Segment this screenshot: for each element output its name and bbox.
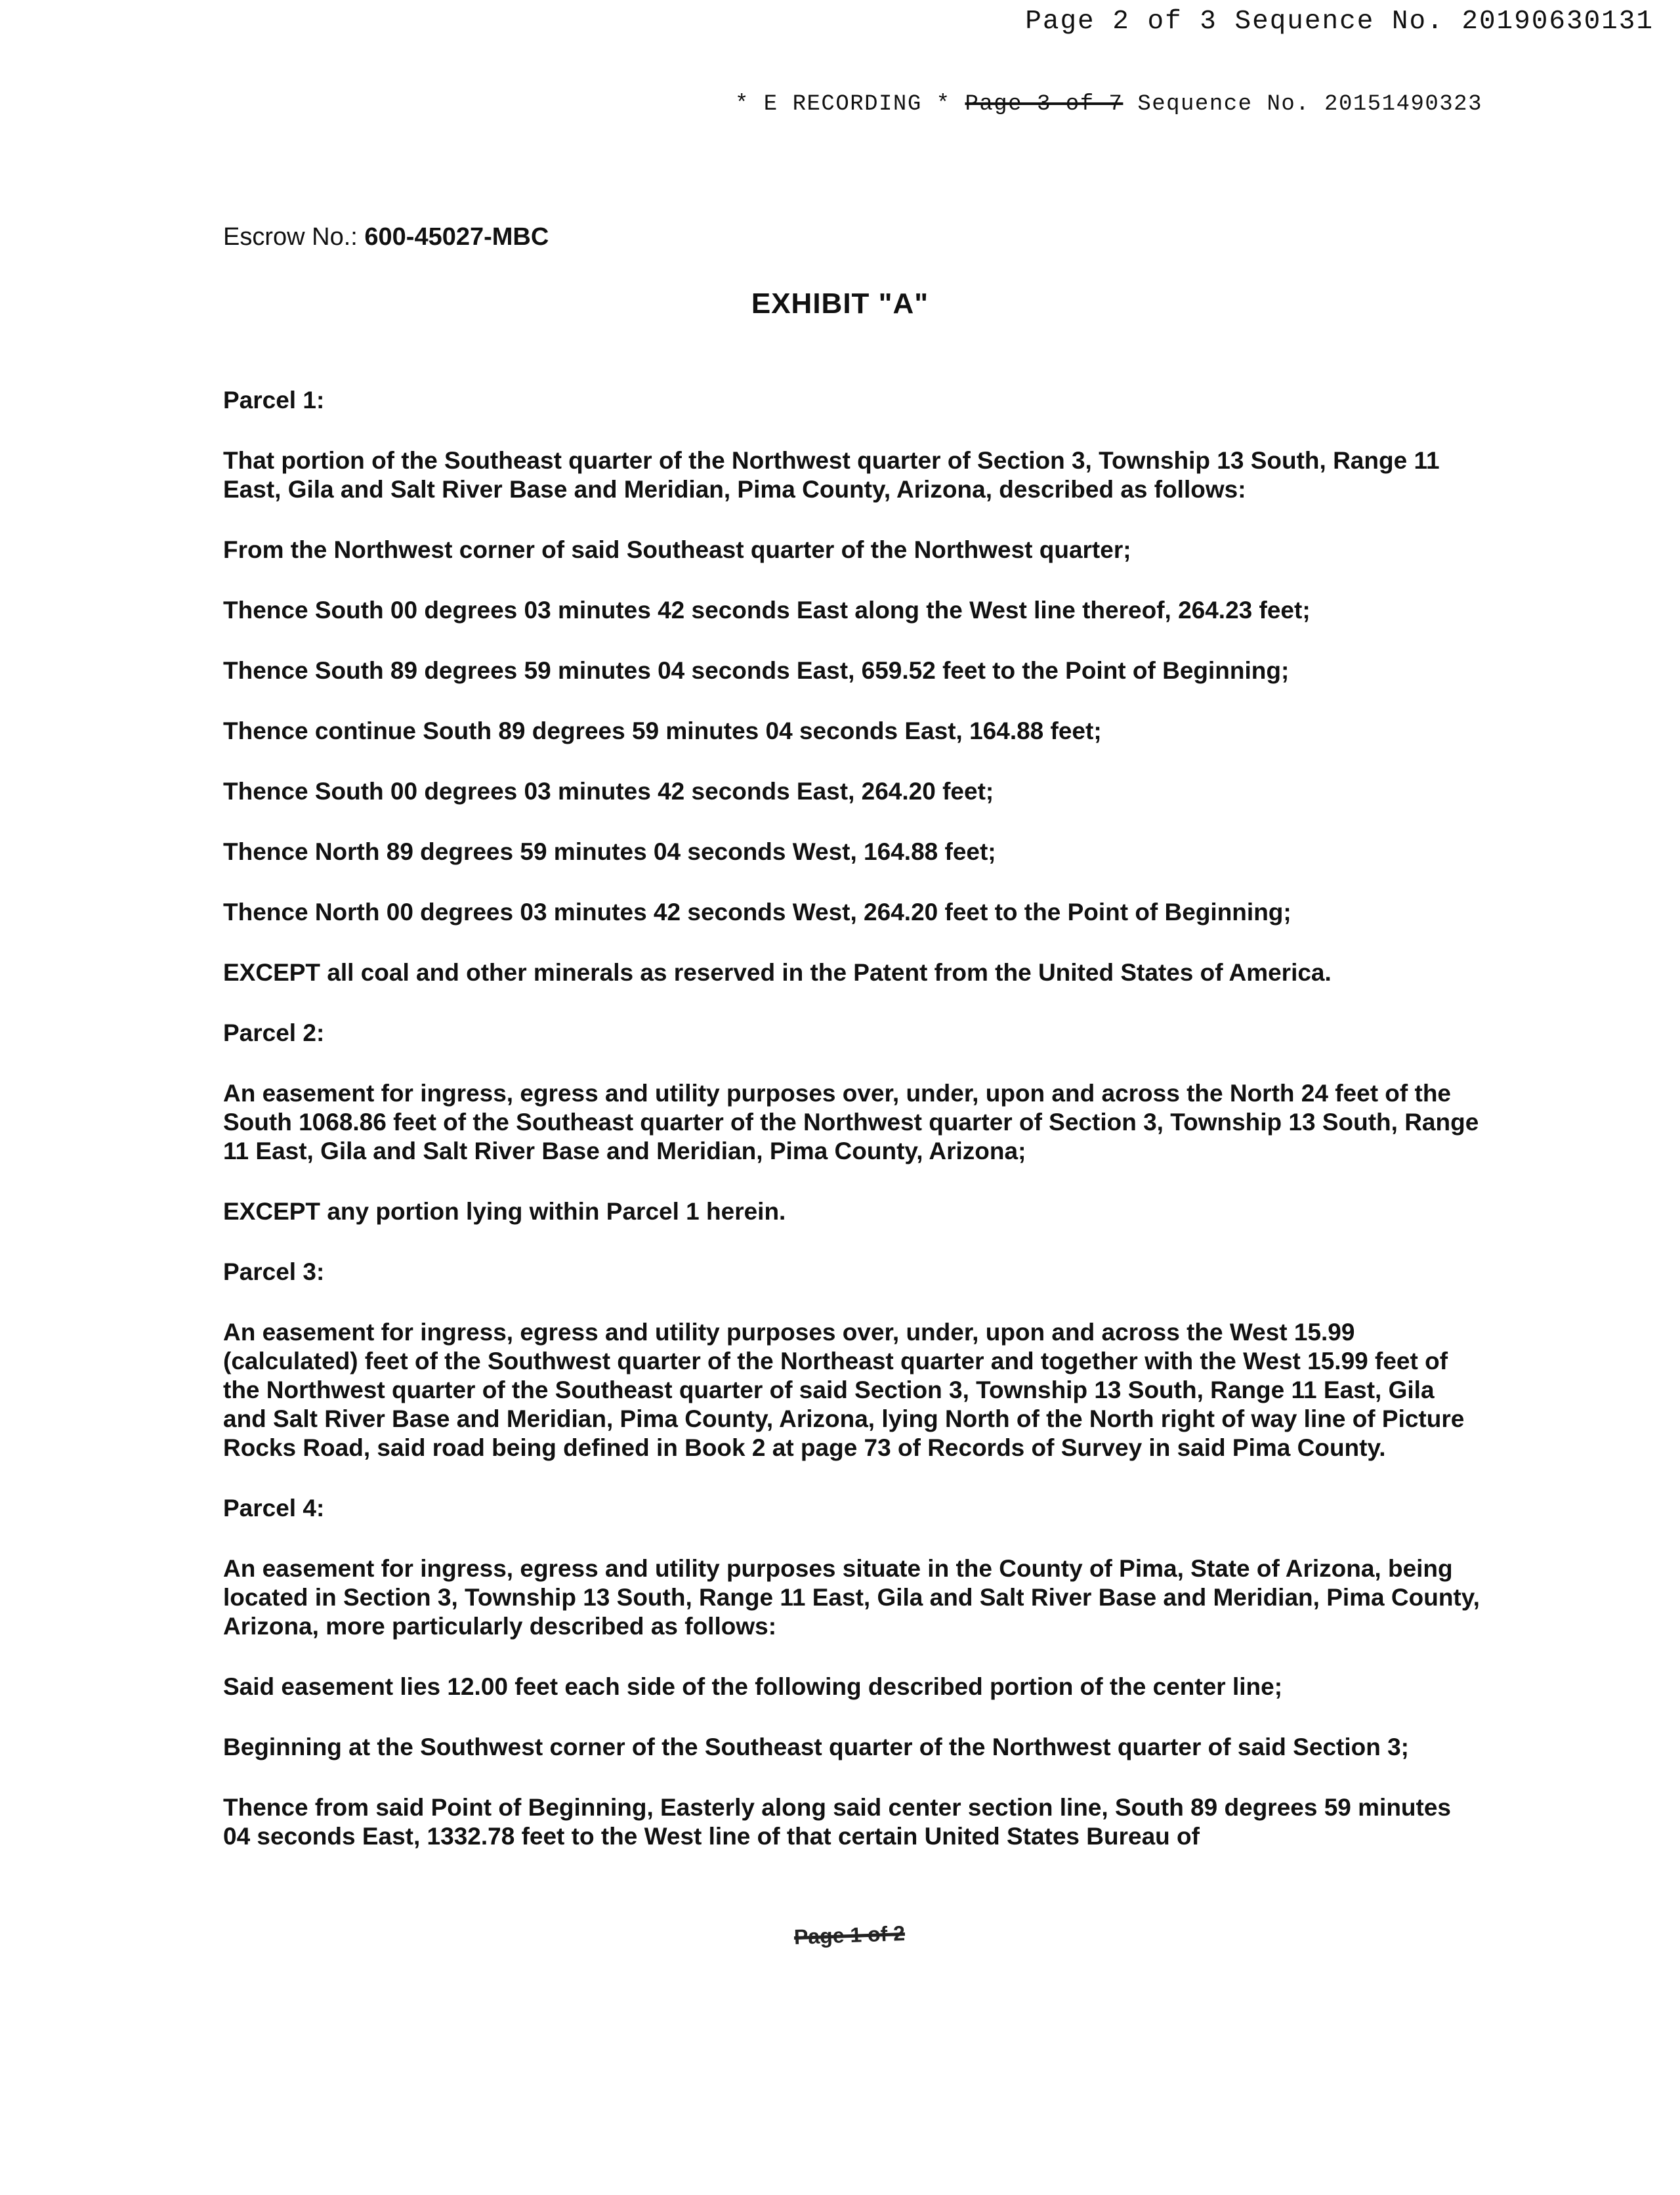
parcel-heading: Parcel 1: bbox=[223, 387, 325, 414]
erecording-sequence: Sequence No. 20151490323 bbox=[1137, 92, 1482, 117]
paragraph: EXCEPT any portion lying within Parcel 1 herein. bbox=[223, 1198, 786, 1225]
paragraph: Thence from said Point of Beginning, Easterly along said center section line, South 89 degrees 59 minutes 04 seconds East, 1332.78 feet to the West line of that certain United States Bureau of bbox=[223, 1794, 1451, 1850]
paragraph: Beginning at the Southwest corner of the Southeast quarter of the Northwest quarter of said Section 3; bbox=[223, 1734, 1410, 1760]
paragraph: An easement for ingress, egress and utility purposes over, under, upon and across the West 15.99 (calculated) feet of the Southwest quarter of the Northeast quarter and together with the West 15.99 feet of the Northwest quarter of the Southeast quarter of said Section 3, Township 13 South, Range 11 East, Gila and Salt River Base and Meridian, Pima County, Arizona, lying North of the North right of way line of Picture Rocks Road, said road being defined in Book 2 at page 73 of Records of Survey in said Pima County. bbox=[223, 1319, 1465, 1461]
exhibit-title: EXHIBIT "A" bbox=[751, 288, 929, 320]
escrow-number: 600-45027-MBC bbox=[364, 223, 549, 251]
paragraph: Thence North 00 degrees 03 minutes 42 seconds West, 264.20 feet to the Point of Beginning; bbox=[223, 899, 1292, 926]
paragraph: Thence North 89 degrees 59 minutes 04 seconds West, 164.88 feet; bbox=[223, 838, 996, 865]
paragraph: EXCEPT all coal and other minerals as reserved in the Patent from the United States of America. bbox=[223, 959, 1332, 986]
erecording-stamp bbox=[735, 92, 1482, 117]
paragraph: From the Northwest corner of said Southeast quarter of the Northwest quarter; bbox=[223, 536, 1131, 563]
paragraph: Thence South 00 degrees 03 minutes 42 seconds East along the West line thereof, 264.23 feet; bbox=[223, 597, 1311, 624]
escrow-label: Escrow No.: bbox=[223, 223, 358, 251]
paragraph: An easement for ingress, egress and utility purposes situate in the County of Pima, State of Arizona, being located in Section 3, Township 13 South, Range 11 East, Gila and Salt River Base and Meridian, Pima County, Arizona, more particularly described as follows: bbox=[223, 1555, 1480, 1640]
legal-description bbox=[223, 386, 1483, 1883]
parcel-heading: Parcel 2: bbox=[223, 1019, 325, 1046]
paragraph: An easement for ingress, egress and utility purposes over, under, upon and across the North 24 feet of the South 1068.86 feet of the Southeast quarter of the Northwest quarter of Section 3, Township 13 South, Range 11 East, Gila and Salt River Base and Meridian, Pima County, Arizona; bbox=[223, 1080, 1479, 1164]
parcel-heading: Parcel 3: bbox=[223, 1258, 325, 1285]
paragraph: Said easement lies 12.00 feet each side of the following described portion of the center line; bbox=[223, 1673, 1283, 1700]
struck-page-number: Page 1 of 2 bbox=[793, 1921, 906, 1949]
erecording-struck-page: Page 3 of 7 bbox=[965, 92, 1124, 117]
paragraph: Thence continue South 89 degrees 59 minutes 04 seconds East, 164.88 feet; bbox=[223, 717, 1102, 744]
paragraph: That portion of the Southeast quarter of the Northwest quarter of Section 3, Township 13 South, Range 11 East, Gila and Salt River Base and Meridian, Pima County, Arizona, described as follows: bbox=[223, 447, 1440, 503]
paragraph: Thence South 89 degrees 59 minutes 04 seconds East, 659.52 feet to the Point of Beginning; bbox=[223, 657, 1290, 684]
recording-page-stamp: Page 2 of 3 Sequence No. 20190630131 bbox=[1025, 7, 1654, 37]
erecording-prefix: * E RECORDING * bbox=[735, 92, 951, 117]
paragraph: Thence South 00 degrees 03 minutes 42 seconds East, 264.20 feet; bbox=[223, 778, 994, 805]
escrow-number-line bbox=[223, 223, 549, 251]
parcel-heading: Parcel 4: bbox=[223, 1495, 325, 1522]
